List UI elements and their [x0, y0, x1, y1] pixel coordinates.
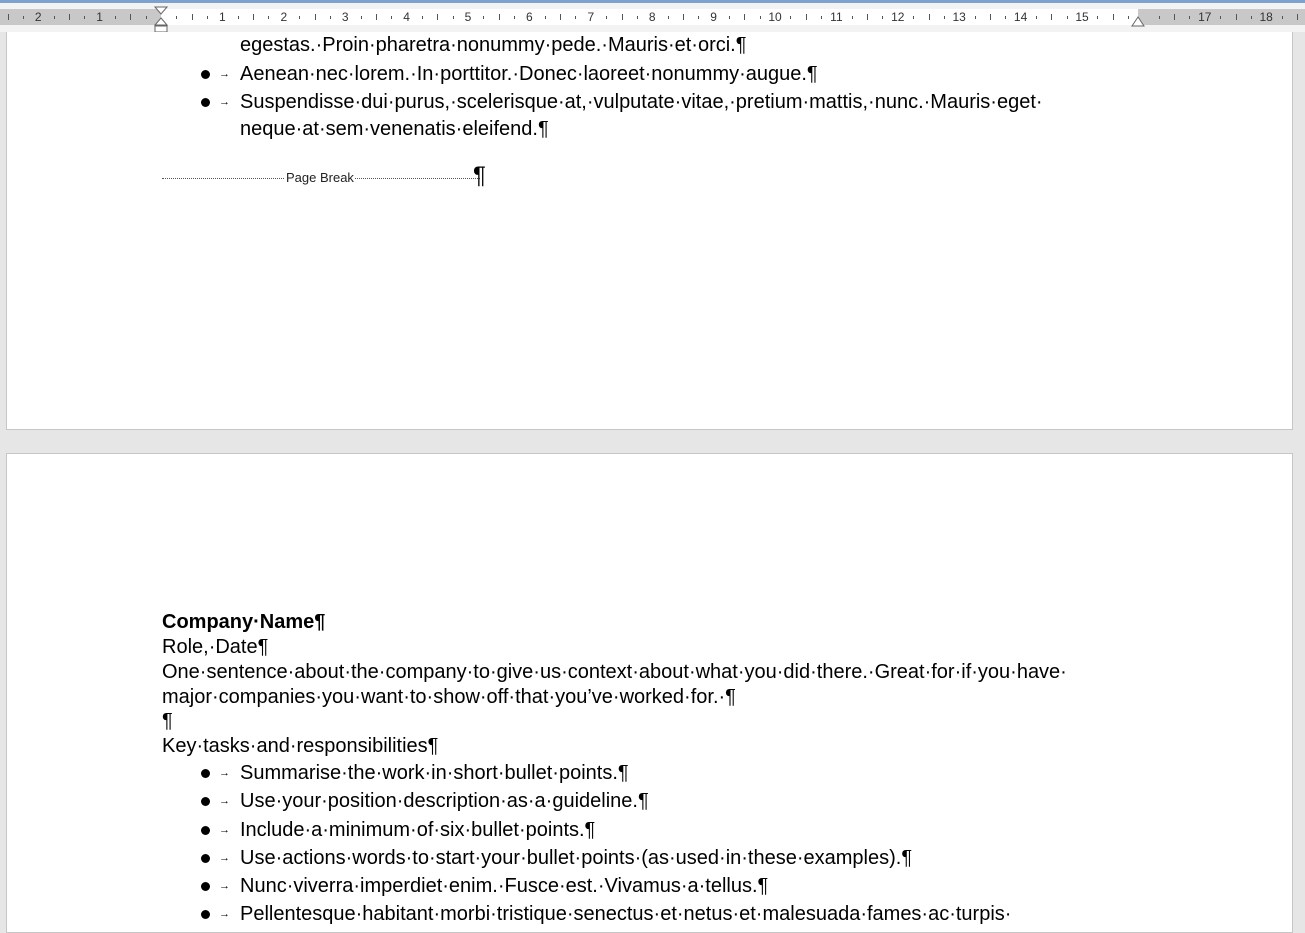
company-about-line-2: major·companies·you·want·to·show·off·that·you’ve·worked·for.·¶ [162, 686, 736, 708]
ruler-number: 6 [526, 10, 533, 24]
ruler-number: 17 [1198, 10, 1212, 24]
ruler-tick [1067, 16, 1068, 19]
ruler-tick [1159, 16, 1160, 19]
tab-arrow-icon: → [219, 824, 230, 836]
ruler-number: 10 [768, 10, 782, 24]
right-indent-marker[interactable] [1131, 16, 1145, 28]
ruler-tick [821, 16, 822, 19]
ruler-number: 18 [1259, 10, 1273, 24]
ruler-number: 14 [1013, 10, 1028, 24]
bullet-dot [201, 910, 210, 919]
bullet-dot [201, 854, 210, 863]
ruler-number: 1 [96, 10, 103, 24]
ruler-number: 9 [710, 10, 717, 24]
ruler-tick [729, 16, 730, 19]
ruler-tick [1051, 14, 1052, 20]
ruler-tick [668, 16, 669, 19]
ruler-tick [1297, 14, 1298, 20]
bullet-list-item: Use·actions·words·to·start·your·bullet·points·(as·used·in·these·examples).¶ [240, 847, 913, 869]
bullet-dot [201, 882, 210, 891]
ruler-tick [929, 14, 930, 20]
ruler-number: 13 [952, 10, 966, 24]
tab-arrow-icon: → [219, 68, 230, 80]
ruler-tick [453, 16, 454, 19]
ruler-tick [1220, 16, 1221, 19]
bullet-dot [201, 70, 210, 79]
ruler-tick [698, 16, 699, 19]
key-tasks-heading: Key·tasks·and·responsibilities¶ [162, 735, 439, 757]
ruler-tick [115, 16, 116, 19]
role-date-line: Role,·Date¶ [162, 636, 269, 658]
ruler-tick [483, 16, 484, 19]
body-text-line: neque·at·sem·venenatis·eleifend.¶ [240, 118, 549, 140]
ruler-tick [1174, 14, 1175, 20]
ruler-tick [130, 14, 131, 20]
ruler-tick [376, 14, 377, 20]
ruler-tick [514, 16, 515, 19]
ruler-tick [299, 16, 300, 19]
bullet-dot [201, 769, 210, 778]
ruler-tick [1236, 14, 1237, 20]
empty-paragraph: ¶ [162, 710, 173, 732]
ruler-number: 15 [1075, 10, 1089, 24]
ruler-tick [806, 14, 807, 20]
ruler-tick [69, 14, 70, 20]
ruler-tick [975, 16, 976, 19]
ruler-tick [268, 16, 269, 19]
ruler-tick [683, 14, 684, 20]
ruler-number: 8 [648, 10, 656, 24]
bullet-list-item: Summarise·the·work·in·short·bullet·points.¶ [240, 762, 629, 784]
ruler-tick [575, 16, 576, 19]
tab-arrow-icon: → [219, 852, 230, 864]
ruler-tick [1113, 14, 1114, 20]
body-text-line: egestas.·Proin·pharetra·nonummy·pede.·Mauris·et·orci.¶ [240, 34, 747, 56]
ruler-tick [192, 14, 193, 20]
ruler-tick [1189, 16, 1190, 19]
ruler-number: 5 [464, 10, 472, 24]
ruler-tick [852, 16, 853, 19]
tab-arrow-icon: → [219, 767, 230, 779]
ruler-tick [23, 16, 24, 19]
body-text-line: Suspendisse·dui·purus,·scelerisque·at,·vulputate·vitae,·pretium·mattis,·nunc.·Mauris·eget· [240, 91, 1043, 113]
ruler-tick [560, 14, 561, 20]
ruler-tick [499, 14, 500, 20]
left-indent-marker[interactable] [154, 6, 168, 34]
ruler-tick [176, 16, 177, 19]
ruler-tick [1282, 16, 1283, 19]
ruler-tick [760, 16, 761, 19]
tab-arrow-icon: → [219, 795, 230, 807]
ruler-tick [744, 14, 745, 20]
ruler-tick [913, 16, 914, 19]
ruler-tick [622, 14, 623, 20]
ruler-number: 4 [403, 10, 410, 24]
company-about-line-1: One·sentence·about·the·company·to·give·us·context·about·what·you·did·there.·Great·for·if·you·have· [162, 661, 1067, 683]
ruler-tick [1128, 16, 1129, 19]
ruler-tick [253, 14, 254, 20]
ruler-tick [330, 16, 331, 19]
document-page-1[interactable] [6, 32, 1293, 430]
page-break-label: Page Break [286, 170, 354, 185]
ruler-tick [882, 16, 883, 19]
ruler-tick [1036, 16, 1037, 19]
ruler-tick [1097, 16, 1098, 19]
tab-arrow-icon: → [219, 908, 230, 920]
tab-arrow-icon: → [219, 880, 230, 892]
ruler-tick [990, 14, 991, 20]
ruler-tick [606, 16, 607, 19]
ruler-tick [54, 16, 55, 19]
ruler-tick [867, 14, 868, 20]
ruler-tick [8, 14, 9, 20]
ruler-tick [207, 16, 208, 19]
body-text-line: Aenean·nec·lorem.·In·porttitor.·Donec·laoreet·nonummy·augue.¶ [240, 63, 818, 85]
bullet-dot [201, 826, 210, 835]
ruler-tick [437, 14, 438, 20]
ruler-tick [1251, 16, 1252, 19]
page-break-pilcrow: ¶ [473, 162, 486, 189]
ruler-tick [146, 16, 147, 19]
bullet-dot [201, 797, 210, 806]
document-page-2[interactable] [6, 453, 1293, 933]
ruler-number: 11 [830, 10, 843, 24]
bullet-list-item: Use·your·position·description·as·a·guideline.¶ [240, 790, 649, 812]
ruler-number: 3 [341, 10, 349, 24]
bullet-dot [201, 98, 210, 107]
tab-arrow-icon: → [219, 96, 230, 108]
ruler-tick [422, 16, 423, 19]
ruler-tick [790, 16, 791, 19]
ruler-tick [238, 16, 239, 19]
ruler-tick [315, 14, 316, 20]
ruler-tick [545, 16, 546, 19]
company-name-heading: Company·Name¶ [162, 611, 326, 633]
ruler-number: 12 [891, 10, 905, 24]
ruler-number: 2 [34, 10, 42, 24]
ruler-tick [84, 16, 85, 19]
horizontal-ruler[interactable] [0, 0, 1305, 32]
ruler-tick [637, 16, 638, 19]
ruler-tick [1005, 16, 1006, 19]
ruler-number: 2 [280, 10, 288, 24]
bullet-list-item: Include·a·minimum·of·six·bullet·points.¶ [240, 819, 596, 841]
ruler-tick [361, 16, 362, 19]
ruler-number: 7 [587, 10, 595, 24]
ruler-tick [391, 16, 392, 19]
bullet-list-item: Pellentesque·habitant·morbi·tristique·senectus·et·netus·et·malesuada·fames·ac·turpis· [240, 903, 1012, 925]
bullet-list-item: Nunc·viverra·imperdiet·enim.·Fusce·est.·Vivamus·a·tellus.¶ [240, 875, 769, 897]
ruler-tick [944, 16, 945, 19]
ruler-number: 1 [219, 10, 226, 24]
